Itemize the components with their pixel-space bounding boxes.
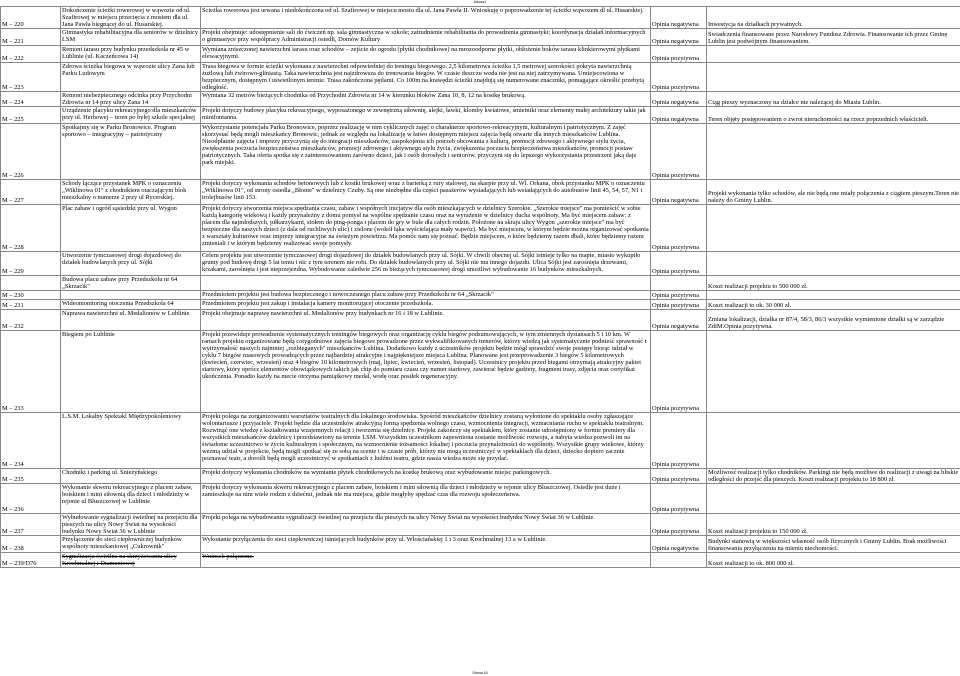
project-id-cell: M – 233 (1, 331, 61, 413)
table-row (1, 46, 960, 63)
remarks-cell (707, 484, 960, 514)
table-row (1, 124, 960, 180)
table-row (1, 276, 960, 291)
remarks-cell: Koszt realizacji projektu to 150 000 zł. (707, 514, 960, 536)
remarks-cell: Możliwość realizacji tylko chodników. Parkingi nie będą możliwe do realizacji z uwagi na bliskie odległości do przejść dla pieszych. Koszt realizacji projektu to 18 800 zł. (707, 469, 960, 484)
project-id-cell (1, 276, 61, 291)
project-name-cell: Remont niebezpiecznego odcinka przy Przychodni Zdrowia nr 14 przy ulicy Zana 14 (61, 92, 201, 107)
project-description-cell: Ścieżka rowerowa jest urwana i niedokończona od ul. Szafirowej w miejscu mostu dla ul. Jana Pawła II. Wnioskuję o poprowadzenie tej ścieżki wąwozem dl ul. Husarskiej. (201, 7, 651, 29)
opinion-cell (651, 276, 707, 291)
project-name-cell: Wideomonitoring otoczenia Przedszkola 64 (61, 300, 201, 310)
project-description-cell: Projekt obejmuje naprawę nawierzchni ul. Medalionów przy budynkach nr 16 i 18 w Lublinie. (201, 310, 651, 331)
project-id-cell: M – 220 (1, 7, 61, 29)
project-name-cell: Schody łączące przystanek MPK o oznaczeniu „Wiklinowa 01" z chodnikiem otaczającym blok mieszkalny o numerze 2 przy ul Rycerskiej. (61, 180, 201, 205)
opinion-cell: Opinia negatywna (651, 92, 707, 107)
project-name-cell: Naprawa nawierzchni ul. Medalionów w Lublinie (61, 310, 201, 331)
project-name-cell: Urządzenie placyku rekreacyjnego dla mieszkańców przy ul. Herbowej – teren po byłej szkole specjalnej (61, 107, 201, 124)
table-row (1, 536, 960, 553)
project-description-cell: Projekt dotyczy budowy placyku rekreacyjnego, wyposażonego w zewnętrzną siłownię, alejki, ławki, klomby kwiatowe, śmietniki oraz elementy małej architektury takie jak minifontanna. (201, 107, 651, 124)
project-name-cell: L.S.M. Lokalny Spektakl Międzypokoleniowy (61, 413, 201, 469)
opinion-cell: Opinia pozytywna (651, 205, 707, 252)
project-id-cell: M – 225 (1, 107, 61, 124)
opinion-cell: Opinia pozytywna (651, 124, 707, 180)
remarks-cell: Teren objęty postępowaniem o zwrot nieruchomości na rzecz poprzednich właścicieli. (707, 107, 960, 124)
project-id-cell: M – 223 (1, 63, 61, 92)
table-row (1, 514, 960, 536)
remarks-cell (707, 46, 960, 63)
projects-table (0, 6, 960, 568)
project-id-cell: M – 229 (1, 252, 61, 276)
project-name-cell: Biegiem po Lublinie (61, 331, 201, 413)
project-name-cell: Wybudowanie sygnalizacji świetlnej na przejściu dla pieszych na ulicy Nowy Świat na wysokości budynku Nowy Świat 36 w Lublinie (61, 514, 201, 536)
remarks-cell: Budynki stanowią w większości własność osób fizycznych i Gminy Lublin. Brak możliwości finansowania przyłączenia na mieniu niechomości. (707, 536, 960, 553)
project-name-cell: Wykonanie skweru rekreacyjnego z placem zabaw, boiskiem i mini siłownią dla dzieci i młodzieży w rejonie ul Bluszczowej w Lublinie (61, 484, 201, 514)
project-id-cell: M – 238 (1, 536, 61, 553)
project-id-cell: M – 228 (1, 205, 61, 252)
page-footer: Strona 16 (472, 671, 488, 675)
project-name-cell: Spotkajmy się w Parku Bronowice. Program sportowo – integracyjny – patriotyczny (61, 124, 201, 180)
project-description-cell: Przedmiotem projektu jest budowa bezpiecznego i nowoczesnego placu zabaw przy Przedszkolu nr 64 „Skrzacik" (201, 291, 651, 300)
opinion-cell: Opinia negatywna (651, 107, 707, 124)
project-id-cell: M – 237 (1, 514, 61, 536)
remarks-cell: Koszt realizacji projektu to 500 000 zł. (707, 276, 960, 291)
project-description-cell (201, 276, 651, 291)
opinion-cell: Opinia pozytywna (651, 514, 707, 536)
project-id-cell: M – 230 (1, 291, 61, 300)
opinion-cell: Opinia negatywna (651, 180, 707, 205)
project-id-cell: M – 232 (1, 310, 61, 331)
table-row (1, 469, 960, 484)
project-name-cell: Chodniki i parking ul. Śnieżyńskiego (61, 469, 201, 484)
project-id-cell: M – 231 (1, 300, 61, 310)
table-row (1, 29, 960, 46)
project-name-cell: Utworzenie tymczasowej drogi dojazdowej do działek budowlanych przy ul. Sójki (61, 252, 201, 276)
project-description-cell: Trasa biegowa w formie ścieżki wykonana z nawierzchni odpowiedniej do treningu biegowego. 2,5 kilometrowa ścieżka 1,5 metrowej szerokości pokryta nawierzchnią żużlową lub żwirowo-gliniastą. Taka nawierzchnia jest najzdrowsza do trenowania biegów. W czasie deszczu woda nie jest na niej zatrzymywana. Umiejscowiona w bezpiecznym, dostępnym i uświetlonym terenie. Trasa zakończona pętlami. Co 100m na krawędzi ścieżki znajdują się numerowane znaczniki, pomagające określić przebytą odległość. (201, 63, 651, 92)
opinion-cell: Opinia pozytywna (651, 413, 707, 469)
project-id-cell: M – 236 (1, 484, 61, 514)
table-row (1, 553, 960, 568)
project-name-cell: Remont tarasu przy budynku przedszkola nr 45 w Lublinie (ul. Kaczeńcowa 14) (61, 46, 201, 63)
remarks-cell: Koszt realizacji to ok. 800 000 zł. (707, 553, 960, 568)
opinion-cell: Opinia pozytywna (651, 63, 707, 92)
project-id-cell: M – 227 (1, 180, 61, 205)
remarks-cell: Inwestycja na działkach prywatnych. (707, 7, 960, 29)
project-description-cell: Projekt dotyczy wykonania chodników na wymianie płytek chodnikowych na kostkę brukową oraz wybudowanie miejsc parkingowych. (201, 469, 651, 484)
remarks-cell (707, 252, 960, 276)
table-row (1, 413, 960, 469)
table-row (1, 300, 960, 310)
project-description-cell: Wykonanie przyłączenia do sieci ciepłowniczej istniejących budynków przy ul. Włościańskiej 1 i 3 oraz Krochmalnej 13 a w Lublinie. (201, 536, 651, 553)
project-name-cell: Zdrowa ścieżka biegowa w wąwozie ulicy Zana lub Parku Ludowym (61, 63, 201, 92)
project-description-cell: Wykorzystanie potencjału Parku Bronowice, poprzez realizację w nim cyklicznych zajęć o charakterze sportowo-rekreacyjnym, kulturalnym i patriotycznym. Z zajęć skorzystać będą mogli mieszkańcy Bronowic, jednak ze względu na lokalizację w łatwo dostępnym miejscu zajęcia będą otwarte dla innych mieszkańców Lublina. Nieodpłatnie zajęcia i imprezy przyczynią się do integracji mieszkańców, zaspokojenia ich potrzeb obcowania z kulturą, promocji zdrowego i aktywnego stylu życia, zwiększenia poczucia bezpieczeństwa mieszkańców, promocji zdrowego i aktywnego stylu życia, zwiększenia poczucia bezpieczeństwa mieszkańców, promocji postaw patriotycznych. Taka oferta spotka się z zainteresowaniem zarówno dzieci, jak i osób dorosłych i seniorów, przyczyni się do lepszego wykorzystania przestrzeni jaką daje park miejski. (201, 124, 651, 180)
table-row (1, 180, 960, 205)
project-id-cell: M – 235 (1, 469, 61, 484)
remarks-cell (707, 331, 960, 413)
projects-table-body (1, 7, 960, 568)
project-description-cell: Projekt przewiduje prowadzenie systematycznych treningów biegowych oraz organizację cyklu biegów podsumowujących, w tym zmiennych dystansach 5 i 10 km. W ramach projektu organizowane będą cotygodniowe zajęcia biegowe prowadzone przez wykwalifikowanych trenerów, którzy wiedzą jak systematycznie podnieść sprawność i wytrzymałość naszych najmniej „rozbieganych" mieszkańców Lublina. Dodatkowo każdy z uczestników projektu będzie mógł sprawdzić swoje postępy biorąc udział w cyklu 7 biegów masowych prowadzących przez najbardziej atrakcyjne i najpiękniejsze miejsca Lublina. Planowane jest przeprowadzenie 3 biegów 5 kilometrowych (kwiecień, czerwiec, wrzesień) oraz 4 biegów 10 kilometrowych (maj, lipiec, kwiecień, wrzesień, listopad). Uczestnicy projektu przed biegami otrzymają atrakcyjny pakiet startowy, który oprócz elementów obowiązkowych takich jak chip do pomiaru czasu czy numer startowy, zawierać będzie gadżety, fragment trasy, zdjęcia oraz certyfikat ukończenia. Ponadto każdy na mecie otrzyma pamiątkowy medal, wodę oraz posiłek regeneracyjny. (201, 331, 651, 413)
table-row (1, 7, 960, 29)
project-name-cell: Plac zabaw i ogród sąsiedzki przy ul. Wygon (61, 205, 201, 252)
remarks-cell: Projekt wykonania tylko schodów, ale nie będą one miały połączenia z ciągiem pieszym.Teren nie należy do Gminy Lublin. (707, 180, 960, 205)
opinion-cell: Opinia negatywna (651, 310, 707, 331)
project-name-cell: Dokończenie ścieżki rowerowej w wąwozie od ul. Szafirowej w miejscu przecięcia z mostem dla ul. Jana Pawła biegnącej do ul. Husarskiej. (61, 7, 201, 29)
remarks-cell (707, 124, 960, 180)
opinion-cell: Opinia pozytywna (651, 252, 707, 276)
project-id-cell: M – 239/D76 (1, 553, 61, 568)
project-id-cell: M – 226 (1, 124, 61, 180)
project-description-cell: Wymiana zniszczonej nawierzchni tarasu oraz schodów – zejście do ogrodu (płytki chodnikowe) na mrozoodporne płytki, obłożenie boków tarasu klinkierowymi płytkami elewacyjnymi. (201, 46, 651, 63)
opinion-cell: Opinia pozytywna (651, 484, 707, 514)
project-description-cell: Projekt obejmuje: udostępnienie sali do ćwiczeń np. sala gimnastyczna w szkole; zatrudnienie rehabilitanta do prowadzenia gimnastyki; koordynacja działań informacyjnych o gimnastyce przy współpracy Administracji osiedli, Domów Kultury (201, 29, 651, 46)
project-description-cell: Projekt dotyczy wykonania skweru rekreacyjnego z placem zabaw, boiskiem i mini siłownią dla dzieci i młodzieży w rejonie ulicy Bluszczowej. Osiedle jest duże i zamieszkuje na nim wiele rodzin z dziećmi, jednak nie ma miejsca, gdzie mogłyby spędzać czas dla rozwoju społeczeństwa. (201, 484, 651, 514)
project-id-cell: M – 234 (1, 413, 61, 469)
project-description-cell: Projekt polega na zorganizowaniu warsztatów teatralnych dla lokalnego środowiska. Spośród mieszkańców dzielnicy zostaną wyłonione do spektaklu osoby zgłaszające wolontariusze i przyjaciele. Projekt będzie dla uczestników atrakcyjną formą spędzenia wolnego czasu, wzmocnienia integracji, wzmacniania ruchu w spektaklu teatralnym. Rozwinąć one wiedzę z kształtowania wzajemnych relacji i tworzenia się dzielnicy. Projekt zakończy się spektaklem, który zostanie udostępniony w formie premiery dla wszystkich mieszkańców dzielnicy i przedstawiony na terenie LSM. Wszystkim uczestnikom zapewniona zostanie możliwość rozwoju, a nabyta wiedza pozwoli im na świadome uczestnictwo w życiu kulturalnym i społecznym, na wzmocnienie tożsamości lokalnej i poczucia przynależności do wspólnoty. Wszystkie grupy wiekowe, którzy wezmą udział w projekcie, będą mogli spotkać się ze sobą na scenie i w czasie prób, którzy nie mogą uczestniczyć w spektaklach dla dzieci, dziecko dopiero zacznie poznawać teatr, a dorośli będą mogli uczestniczyć w spotkaniach z ludźmi teatru, gdzie nasza wiedza może się przydać. (201, 413, 651, 469)
remarks-cell (707, 205, 960, 252)
project-description-cell: Wymiana 32 metrów bieżących chodnika od Przychodni Zdrowia nr 14 w kierunku bloków Zana 10, 8, 12 na kostkę brukową. (201, 92, 651, 107)
opinion-cell: Opinia negatywna (651, 7, 707, 29)
table-row (1, 63, 960, 92)
table-row (1, 331, 960, 413)
project-name-cell: Przyłączenie do sieci ciepłowniczej budynków wspólnoty mieszkaniowej „Cukrownik" (61, 536, 201, 553)
remarks-cell: Świadczenia finansowane przez Narodowy Fundusz Zdrowia. Finansowanie ich przez Gminę Lublin jest podwójnym finansowaniem. (707, 29, 960, 46)
remarks-cell (707, 413, 960, 469)
opinion-cell: Opinia pozytywna (651, 46, 707, 63)
project-id-cell: M – 222 (1, 46, 61, 63)
opinion-cell (651, 553, 707, 568)
project-description-cell: Wniosek połączone. (201, 553, 651, 568)
opinion-cell: Opinia pozytywna (651, 300, 707, 310)
table-row (1, 92, 960, 107)
project-description-cell: Celem projektu jest utworzenie tymczasowej drogi dojazdowej do działek budowlanych przy ul. Sójki. W chwili obecnej ul. Sójki istnieje tylko na mapie, miasto wykupiło grunty pod budowę drogi 5 lat temu i nic z tym terenem nie robi. Do działek budowlanych przy ul. Sójki nie ma innego dojazdu. Ulica Sójki jest zarośnięta drzewami, krzakami, zarośnięta i jest nieprzejezdna. Wybudowanie zaledwie 256 m bieżących tymczasowej drogi umożliwi wybudowanie 16 budynków mieszkalnych. (201, 252, 651, 276)
project-description-cell: Projekt dotyczy wykonania schodów betonowych lub z kostki brukowej wraz z barierką z rury stalowej, na skarpie przy ul. Wl. Orkana, obok przystanku MPK o oznaczeniu „Wiklinowa 01", od strony osiedla „Błonie" w dzielnicy Czuby. Są one niezbędne dla części pasażerów wysiadających lub wsiadających do autobusów linii 45, 54, 57, N1 i trolejbusów linii 153. (201, 180, 651, 205)
remarks-cell: Zmiana lokalizacji, działka nr 87/4, 58/3, 86/3 wszystkie wymienione działki są w zarządzie ZdiM.Opinia pozytywna. (707, 310, 960, 331)
remarks-cell (707, 63, 960, 92)
opinion-cell: Opinia pozytywna (651, 291, 707, 300)
table-row (1, 484, 960, 514)
opinion-cell: Opinia negatywna (651, 536, 707, 553)
project-description-cell: Przedmiotem projektu jest zakup i instalacja kamery monitorującej otoczenie przedszkola. (201, 300, 651, 310)
remarks-cell: Koszt realizacji to ok. 30 000 zł. (707, 300, 960, 310)
project-name-cell: Sygnalizacja świetlna na skrzyżowaniu ulicy Krochmalnej i Diamentowej (61, 553, 201, 568)
table-row (1, 291, 960, 300)
table-row (1, 252, 960, 276)
table-row (1, 205, 960, 252)
project-description-cell: Projekt polega na wybudowaniu sygnalizacji świetlnej na przejściu dla pieszych na ulicy Nowy Świat na wysokości budynku Nowy Świat 36 w Lublinie. (201, 514, 651, 536)
project-name-cell: Budowa placu zabaw przy Przedszkolu nr 64 „Skrzacik" (61, 276, 201, 291)
project-description-cell: Projekt dotyczy stworzenia miejsca spędzania czasu, zabaw i współnych inicjatyw dla osób mieszkających w dzielnicy Szerokie. „Szerokie miejsce" ma pomieścić w sobie każdą kategorię wiekową i każdy przynależny z domu pomysł na wspólne spędzanie czasu oraz na wyrażenie w dzielnicy ducha wspólnoty. Ma być miejscem zabaw: z placem dla najmłodszych, piłkarzykami, stołem do ping-ponga i placem do gry w bule dla całych rodzin. Położone na skraju ulicy Wygon „szerokie miejsce" ma być bezpieczne dla naszych dzieci (z dala od ruchliwych ulic) i zielone (wokół łąka wyścielająca mały wąwóz). Ma być miejscem, w którym będzie można organizować spotkania z warsztaty kulturowe oraz imprezy integracyjne na świeżym powietrzu. Ma pomóc nam się poznać. Będzie miejscem, o które będziemy razem dbali, które będziemy razem zmieniali i w którym będziemy realizować swoje pomysły. (201, 205, 651, 252)
table-row (1, 310, 960, 331)
table-row (1, 107, 960, 124)
sheet-header: Arkusz1 (473, 0, 487, 4)
opinion-cell: Opinia pozytywna (651, 331, 707, 413)
opinion-cell: Opinia pozytywna (651, 469, 707, 484)
remarks-cell: Ciąg pieszy wyznaczony na działce nie należącej do Miasta Lublin. (707, 92, 960, 107)
opinion-cell: Opinia negatywna (651, 29, 707, 46)
project-id-cell: M – 224 (1, 92, 61, 107)
remarks-cell (707, 291, 960, 300)
project-name-cell (61, 291, 201, 300)
project-name-cell: Gimnastyka rehabilitacyjna dla seniorów w dzielnicy LSM (61, 29, 201, 46)
project-id-cell: M – 221 (1, 29, 61, 46)
